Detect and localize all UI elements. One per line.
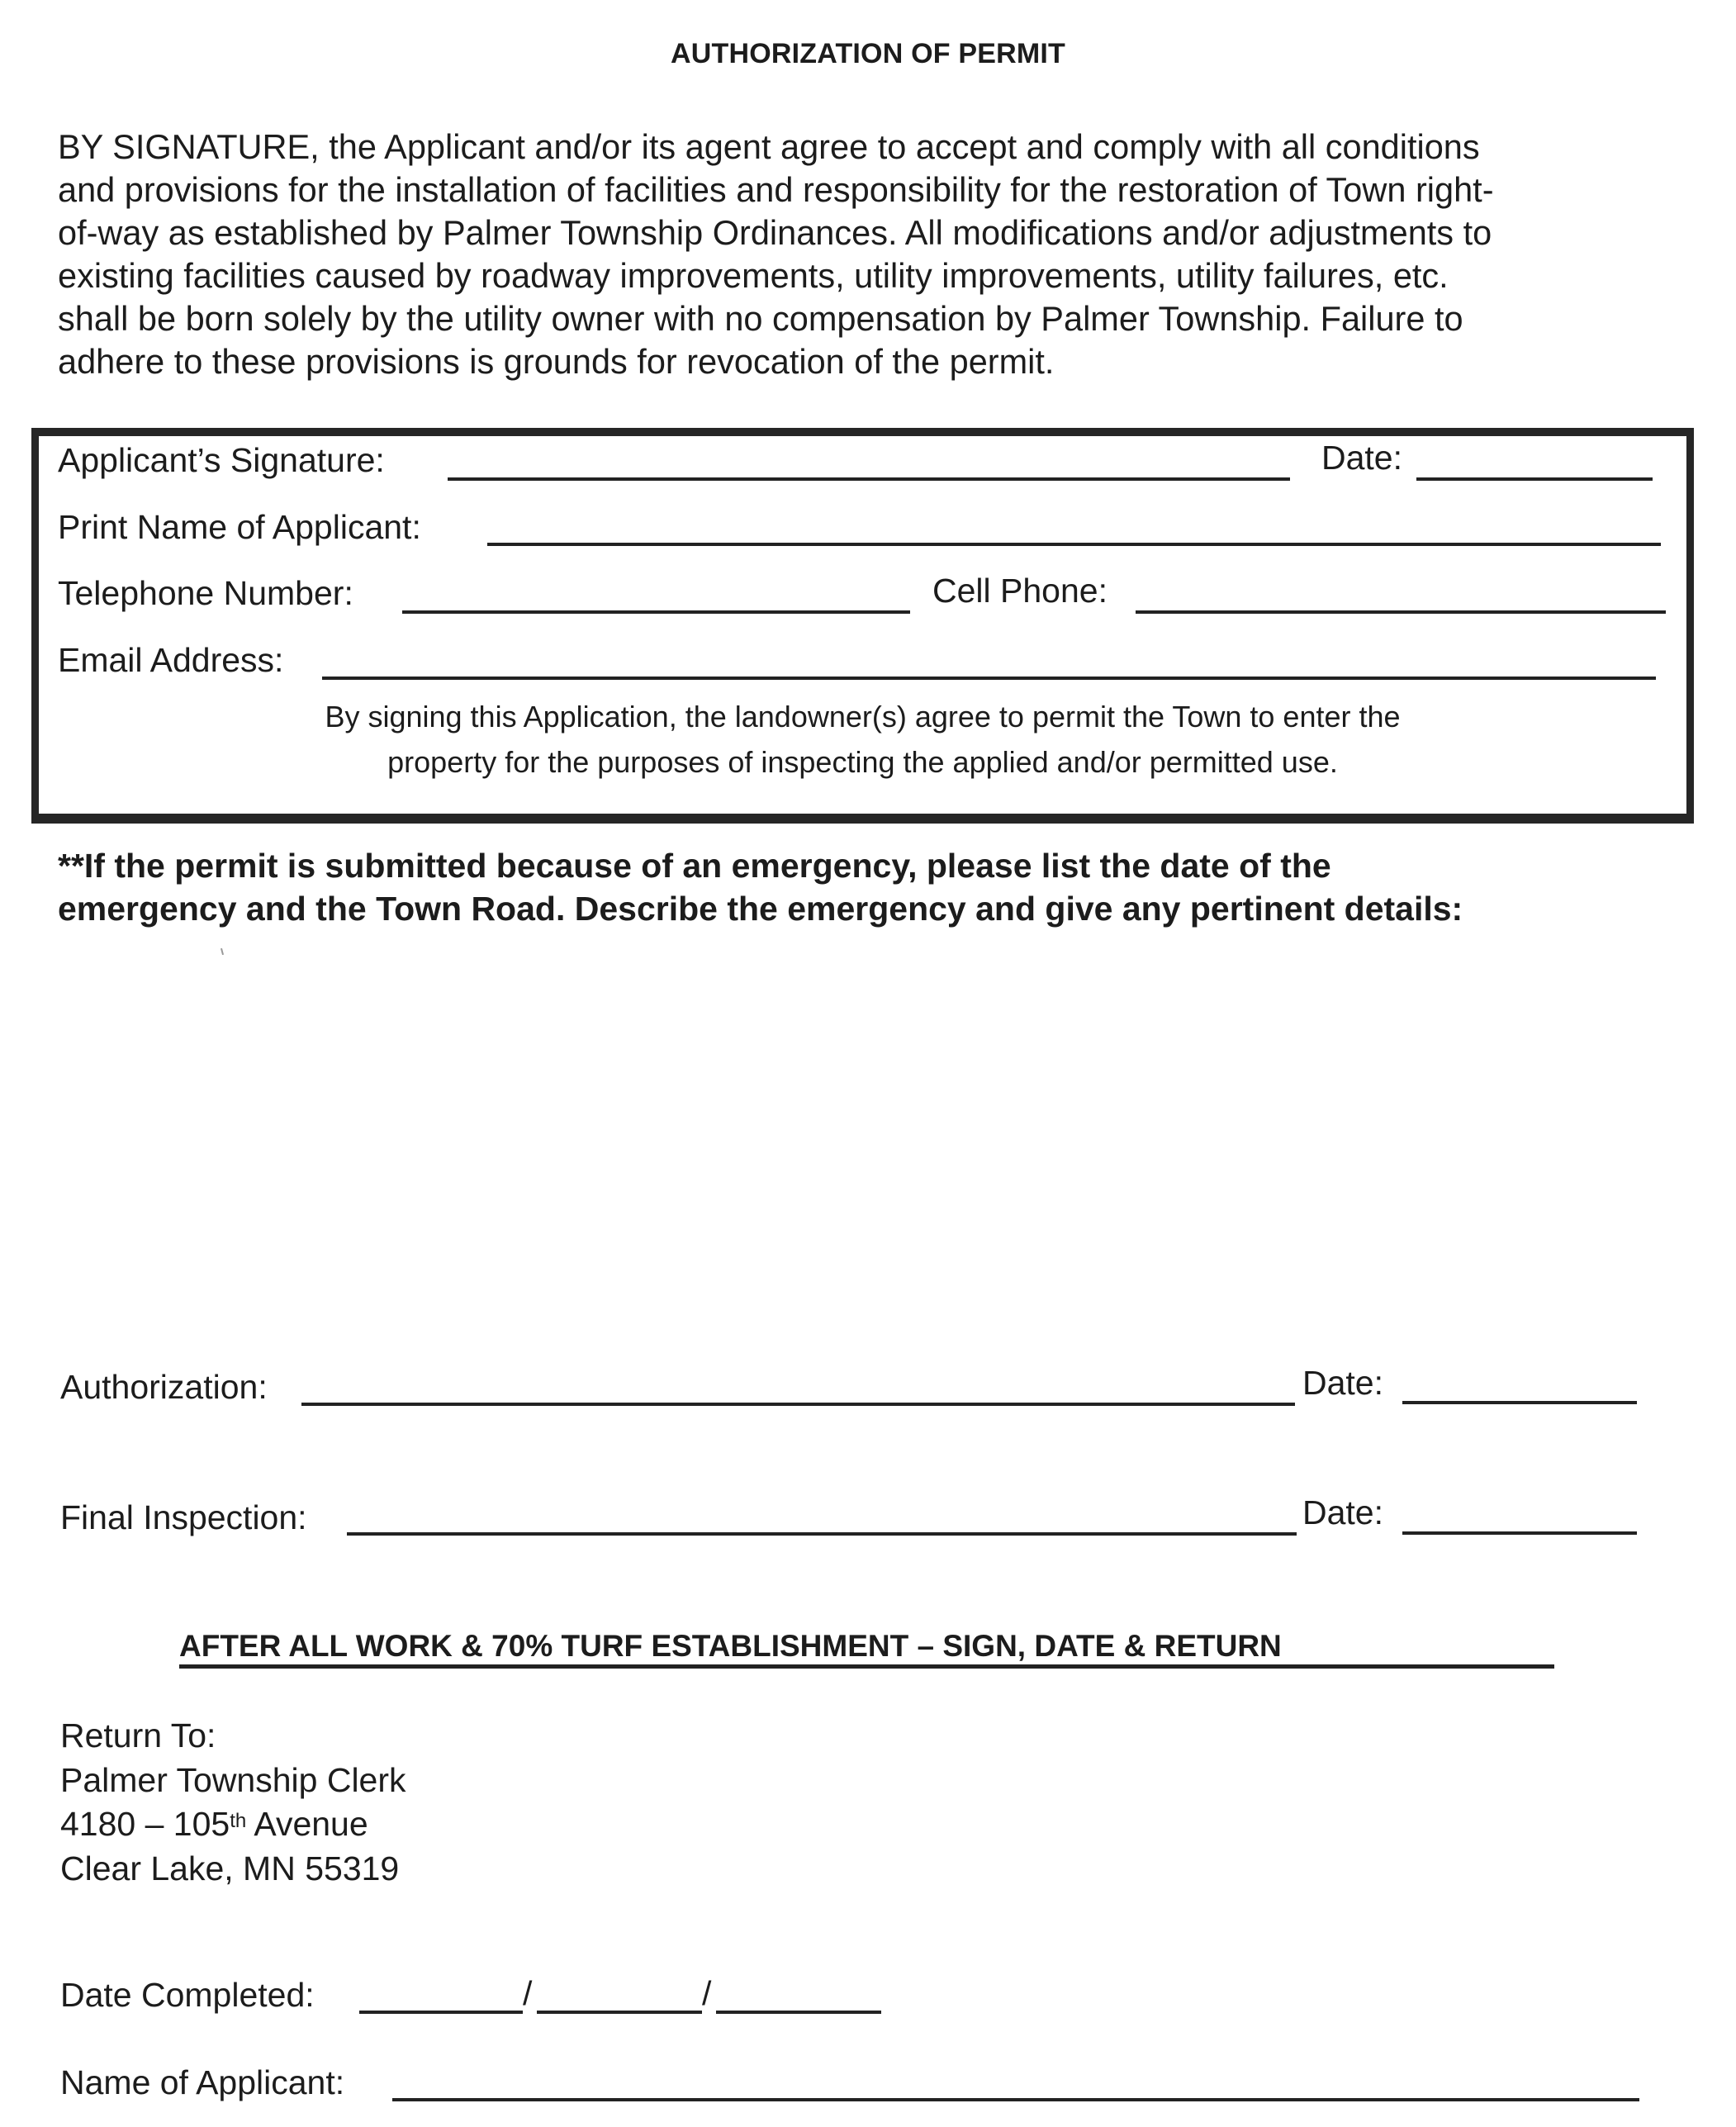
date-completed-year-field[interactable] bbox=[716, 2011, 881, 2014]
return-address bbox=[60, 1714, 406, 1891]
emergency-instructions bbox=[58, 844, 1463, 930]
agreement-line: existing facilities caused by roadway improvements, utility improvements, utility failures, etc. bbox=[58, 256, 1449, 295]
signature-date-field[interactable] bbox=[1416, 477, 1653, 481]
final-inspection-date-field[interactable] bbox=[1402, 1531, 1637, 1535]
agreement-line: of-way as established by Palmer Township Ordinances. All modifications and/or adjustments to bbox=[58, 213, 1492, 252]
name-of-applicant-field[interactable] bbox=[392, 2098, 1639, 2101]
telephone-label: Telephone Number: bbox=[58, 574, 353, 612]
landowner-notice bbox=[39, 694, 1686, 785]
address-line-3: Clear Lake, MN 55319 bbox=[60, 1849, 400, 1887]
return-heading: AFTER ALL WORK & 70% TURF ESTABLISHMENT – SIGN, DATE & RETURN bbox=[179, 1629, 1282, 1663]
address-street-number: 4180 – 105 bbox=[60, 1805, 230, 1843]
name-of-applicant-label: Name of Applicant: bbox=[60, 2063, 345, 2101]
emergency-details-area[interactable] bbox=[58, 942, 1677, 1305]
authorization-field[interactable] bbox=[301, 1403, 1295, 1406]
final-inspection-label: Final Inspection: bbox=[60, 1498, 307, 1536]
agreement-paragraph bbox=[58, 126, 1701, 383]
address-line-2 bbox=[60, 1802, 406, 1847]
agreement-line: BY SIGNATURE, the Applicant and/or its agent agree to accept and comply with all conditions bbox=[58, 127, 1480, 166]
ordinal-suffix: th bbox=[230, 1810, 247, 1832]
date-completed-label: Date Completed: bbox=[60, 1976, 315, 2014]
applicant-signature-label: Applicant’s Signature: bbox=[58, 441, 385, 479]
telephone-field[interactable] bbox=[402, 610, 910, 614]
agreement-line: adhere to these provisions is grounds for revocation of the permit. bbox=[58, 342, 1055, 381]
email-label: Email Address: bbox=[58, 641, 284, 679]
date-separator: / bbox=[523, 1974, 533, 2012]
address-street-name: Avenue bbox=[246, 1805, 368, 1843]
page-title: AUTHORIZATION OF PERMIT bbox=[670, 38, 1066, 69]
authorization-date-field[interactable] bbox=[1402, 1401, 1637, 1404]
print-name-field[interactable] bbox=[487, 543, 1661, 546]
final-inspection-field[interactable] bbox=[347, 1532, 1297, 1536]
notice-line: By signing this Application, the landowner(s) agree to permit the Town to enter the bbox=[325, 700, 1401, 734]
notice-line: property for the purposes of inspecting the applied and/or permitted use. bbox=[387, 745, 1338, 779]
agreement-line: shall be born solely by the utility owner with no compensation by Palmer Township. Failure to bbox=[58, 299, 1463, 338]
address-line-1: Palmer Township Clerk bbox=[60, 1760, 406, 1799]
date-completed-day-field[interactable] bbox=[537, 2011, 702, 2014]
agreement-line: and provisions for the installation of facilities and responsibility for the restoration of Town right- bbox=[58, 170, 1494, 209]
final-inspection-date-label: Date: bbox=[1302, 1493, 1383, 1531]
date-completed-month-field[interactable] bbox=[359, 2011, 523, 2014]
cell-phone-label: Cell Phone: bbox=[932, 572, 1108, 610]
return-to-label: Return To: bbox=[60, 1716, 216, 1754]
print-name-label: Print Name of Applicant: bbox=[58, 508, 421, 546]
return-heading-underline bbox=[179, 1664, 1554, 1669]
cell-phone-field[interactable] bbox=[1136, 610, 1666, 614]
authorization-date-label: Date: bbox=[1302, 1364, 1383, 1402]
applicant-info-box bbox=[31, 428, 1694, 824]
emergency-line: emergency and the Town Road. Describe the emergency and give any pertinent details: bbox=[58, 890, 1463, 928]
email-field[interactable] bbox=[322, 677, 1656, 680]
signature-date-label: Date: bbox=[1321, 439, 1402, 477]
authorization-label: Authorization: bbox=[60, 1368, 268, 1406]
applicant-signature-field[interactable] bbox=[448, 477, 1290, 481]
date-separator: / bbox=[702, 1974, 712, 2012]
emergency-line: **If the permit is submitted because of an emergency, please list the date of the bbox=[58, 847, 1331, 885]
